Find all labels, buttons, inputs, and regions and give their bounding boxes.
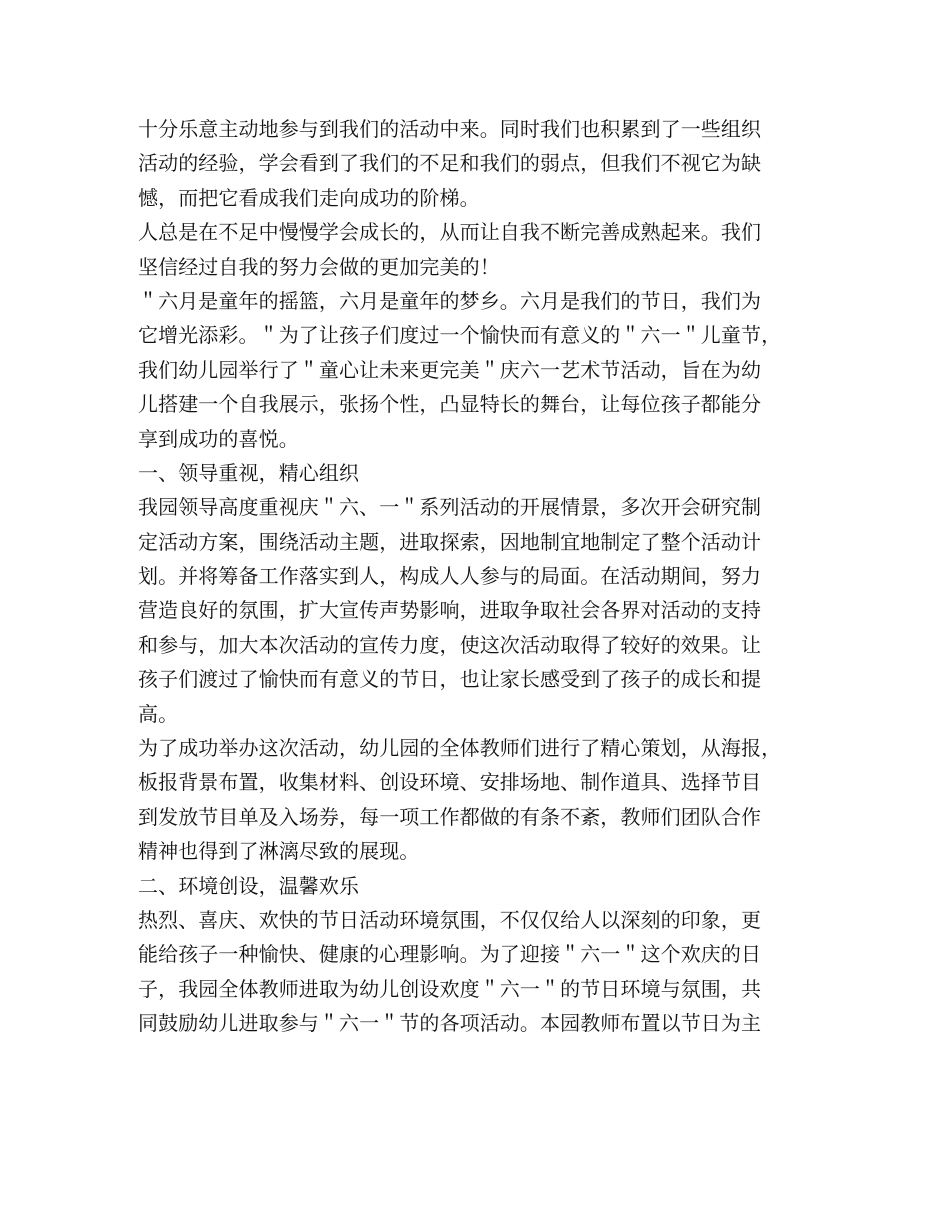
text-line: 儿搭建一个自我展示，张扬个性，凸显特长的舞台，让每位孩子都能分 (138, 392, 762, 417)
text-line: 板报背景布置，收集材料、创设环境、安排场地、制作道具、选择节目 (138, 770, 762, 795)
text-line: 为了成功举办这次活动，幼儿园的全体教师们进行了精心策划，从海报， (138, 736, 782, 761)
text-line: 我们幼儿园举行了＂童心让未来更完美＂庆六一艺术节活动，旨在为幼 (138, 357, 762, 382)
text-line: 人总是在不足中慢慢学会成长的，从而让自我不断完善成熟起来。我们 (138, 220, 762, 245)
text-line: 孩子们渡过了愉快而有意义的节日，也让家长感受到了孩子的成长和提 (138, 667, 762, 692)
text-line: 和参与，加大本次活动的宣传力度，使这次活动取得了较好的效果。让 (138, 632, 762, 657)
text-line: 划。并将筹备工作落实到人，构成人人参与的局面。在活动期间，努力 (138, 564, 762, 589)
text-line: 能给孩子一种愉快、健康的心理影响。为了迎接＂六一＂这个欢庆的日 (138, 942, 762, 967)
text-line: 热烈、喜庆、欢快的节日活动环境氛围，不仅仅给人以深刻的印象，更 (138, 907, 762, 932)
section-heading: 一、领导重视，精心组织 (138, 460, 360, 485)
text-line: 高。 (138, 701, 179, 726)
text-line: 憾，而把它看成我们走向成功的阶梯。 (138, 185, 480, 210)
text-line: 同鼓励幼儿进取参与＂六一＂节的各项活动。本园教师布置以节日为主 (138, 1011, 762, 1036)
text-line: 十分乐意主动地参与到我们的活动中来。同时我们也积累到了一些组织 (138, 117, 762, 141)
text-line: 享到成功的喜悦。 (138, 426, 299, 451)
text-line: 我园领导高度重视庆＂六、一＂系列活动的开展情景，多次开会研究制 (138, 495, 762, 520)
text-line: 到发放节目单及入场券，每一项工作都做的有条不紊，教师们团队合作 (138, 804, 762, 829)
text-line: ＂六月是童年的摇篮，六月是童年的梦乡。六月是我们的节日，我们为 (138, 288, 762, 313)
text-line: 精神也得到了淋漓尽致的展现。 (138, 839, 420, 864)
text-line: 活动的经验，学会看到了我们的不足和我们的弱点，但我们不视它为缺 (138, 151, 762, 176)
document-body (138, 112, 818, 1041)
section-heading: 二、环境创设，温馨欢乐 (138, 873, 360, 898)
text-line: 营造良好的氛围，扩大宣传声势影响，进取争取社会各界对活动的支持 (138, 598, 762, 623)
text-line: 定活动方案，围绕活动主题，进取探索，因地制宜地制定了整个活动计 (138, 529, 762, 554)
text-line: 子，我园全体教师进取为幼儿创设欢度＂六一＂的节日环境与氛围，共 (138, 976, 762, 1001)
text-line: 坚信经过自我的努力会做的更加完美的！ (138, 254, 500, 279)
text-line: 它增光添彩。＂为了让孩子们度过一个愉快而有意义的＂六一＂儿童节， (138, 323, 782, 348)
